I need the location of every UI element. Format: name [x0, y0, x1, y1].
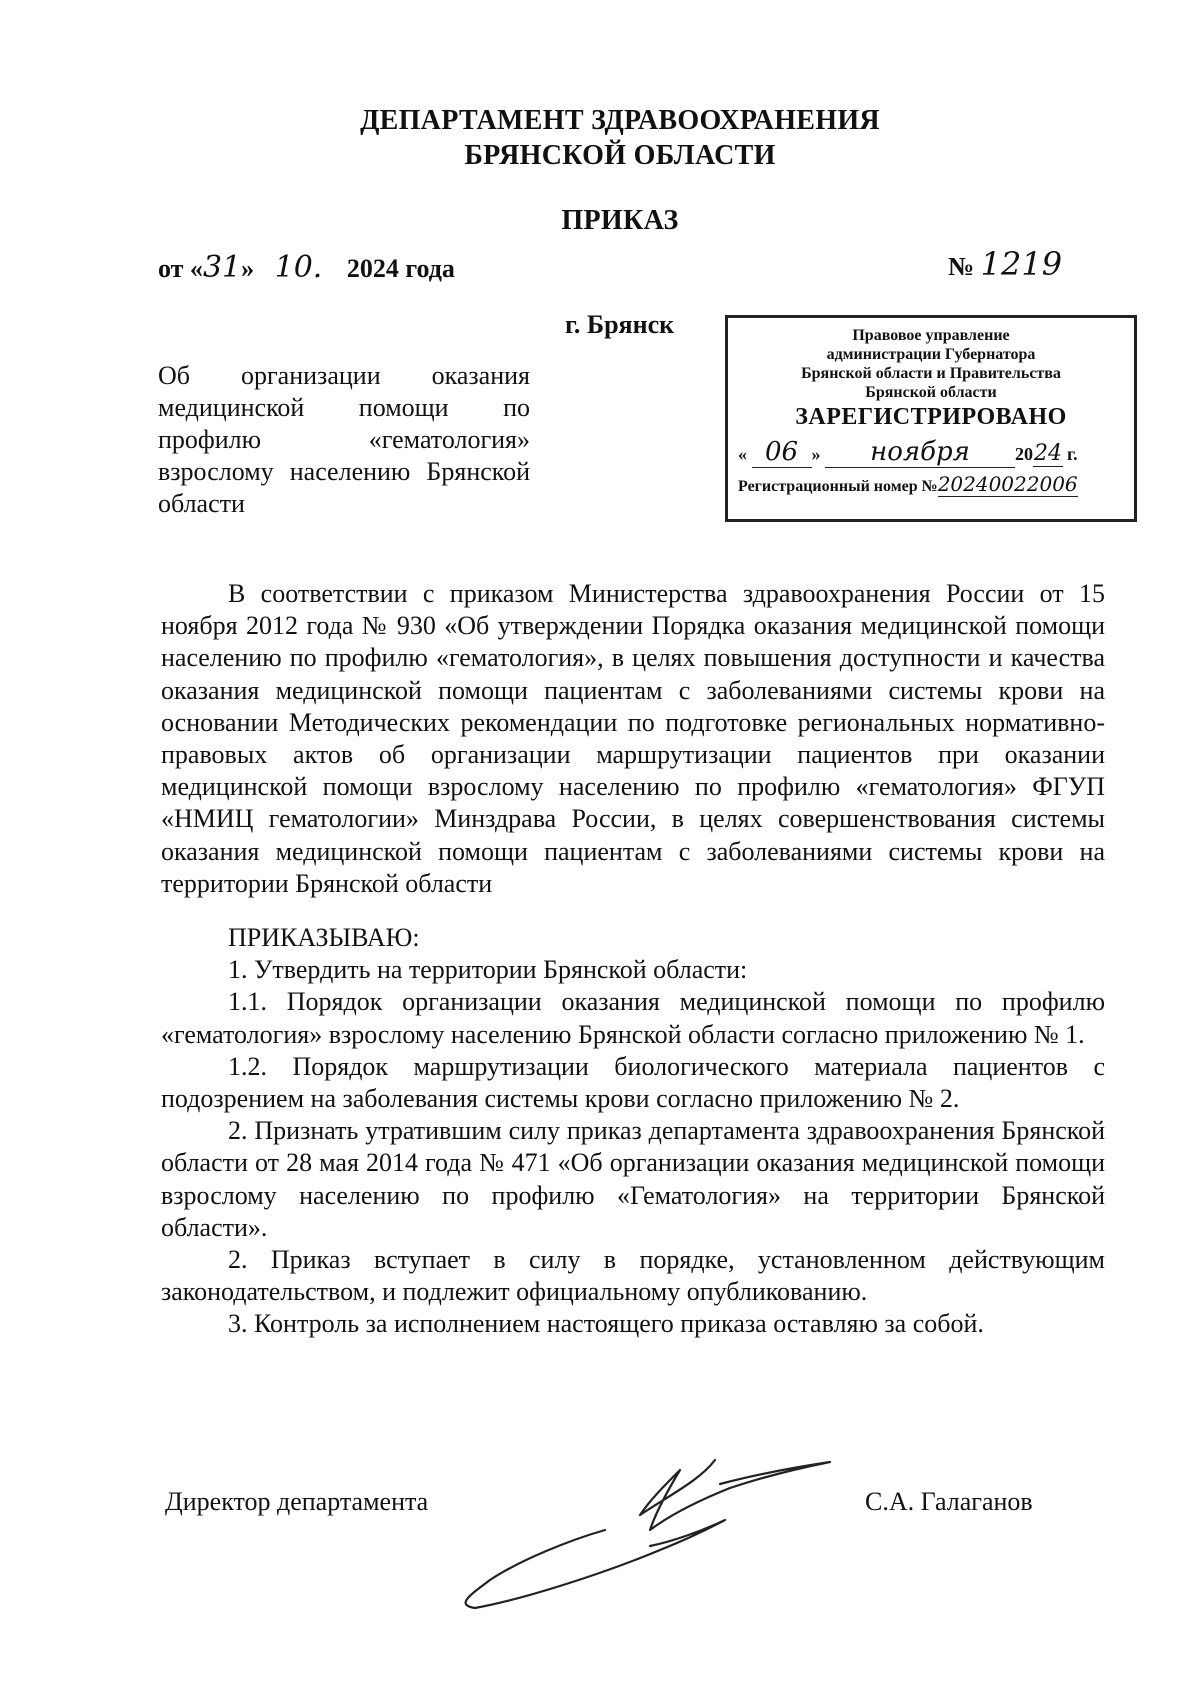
- item-3: 3. Контроль за исполнением настоящего приказа оставляю за собой.: [228, 1309, 984, 1339]
- signer-position: Директор департамента: [165, 1487, 429, 1516]
- stamp-reg-label: Регистрационный номер №: [738, 478, 938, 495]
- org-name-line2: БРЯНСКОЙ ОБЛАСТИ: [464, 140, 776, 171]
- number-prefix: №: [948, 252, 975, 281]
- date-year: 2024 года: [346, 254, 455, 283]
- order-number: [948, 245, 1062, 283]
- stamp-year-handwritten: 24: [1034, 441, 1062, 466]
- stamp-reg-number-handwritten: 20240022006: [937, 472, 1078, 496]
- date-prefix: от «: [158, 254, 203, 283]
- stamp-day-handwritten: 06: [764, 437, 799, 467]
- stamp-date: [728, 437, 1134, 468]
- number-handwritten: 1219: [980, 245, 1063, 283]
- item-1-1: 1.1. Порядок организации оказания медицинской помощи по профилю «гематология» взрослому населению Брянской области согласно приложению № 1.: [161, 987, 1105, 1049]
- stamp-line2: администрации Губернатора: [826, 346, 1036, 363]
- handwritten-signature: [450, 1420, 880, 1620]
- date-sep: »: [241, 254, 255, 283]
- stamp-title: ЗАРЕГИСТРИРОВАНО: [795, 404, 1067, 430]
- signer-name: С.А. Галаганов: [865, 1487, 1033, 1516]
- stamp-month-handwritten: ноября: [870, 437, 970, 467]
- city: г. Брянск: [565, 310, 675, 339]
- stamp-line3: Брянской области и Правительства: [801, 365, 1061, 382]
- stamp-line1: Правовое управление: [852, 327, 1010, 344]
- stamp-year-unit: г.: [1067, 444, 1078, 464]
- date-month-handwritten: 10.: [274, 250, 323, 285]
- doc-type: ПРИКАЗ: [561, 205, 679, 236]
- org-name-line1: ДЕПАРТАМЕНТ ЗДРАВООХРАНЕНИЯ: [360, 105, 880, 136]
- item-2-repeal: 2. Признать утратившим силу приказ департамента здравоохранения Брянской области от 28 мая 2014 года № 471 «Об организации оказания медицинской помощи взрослому населению по профилю «Гематология» на территории Брянской области».: [161, 1116, 1105, 1242]
- stamp-line4: Брянской области: [865, 384, 997, 401]
- stamp-open-quote: «: [738, 444, 747, 464]
- date-day-handwritten: 31: [202, 250, 242, 285]
- stamp-year-prefix: 20: [1015, 444, 1033, 464]
- item-2-effect: 2. Приказ вступает в силу в порядке, установленном действующим законодательством, и подлежит официальному опубликованию.: [161, 1245, 1105, 1307]
- order-word: ПРИКАЗЫВАЮ:: [228, 923, 420, 953]
- preamble: В соответствии с приказом Министерства здравоохранения России от 15 ноября 2012 года № 930 «Об утверждении Порядка оказания медицинской помощи населению по профилю «гематология», в целях повышения доступности и качества оказания медицинской помощи пациентам с заболеваниями системы крови на основании Методических рекомендации по подготовке региональных нормативно-правовых актов об организации маршрутизации пациентов при оказании медицинской помощи взрослому населению по профилю «гематология» ФГУП «НМИЦ гематологии» Минздрава России, в целях совершенствования системы оказания медицинской помощи пациентам с заболеваниями системы крови на территории Брянской области: [161, 579, 1105, 898]
- stamp-close-quote: »: [811, 444, 821, 464]
- item-1: 1. Утвердить на территории Брянской области:: [228, 955, 748, 985]
- stamp-reg: [728, 472, 1134, 497]
- order-subject: Об организации оказания медицинской помощи по профилю «гематология» взрослому населению Брянской области: [158, 361, 530, 518]
- item-1-2: 1.2. Порядок маршрутизации биологического материала пациентов с подозрением на заболевания системы крови согласно приложению № 2.: [161, 1051, 1105, 1114]
- order-body: [161, 578, 1105, 1341]
- order-date: [158, 250, 455, 285]
- registration-stamp: [725, 315, 1137, 522]
